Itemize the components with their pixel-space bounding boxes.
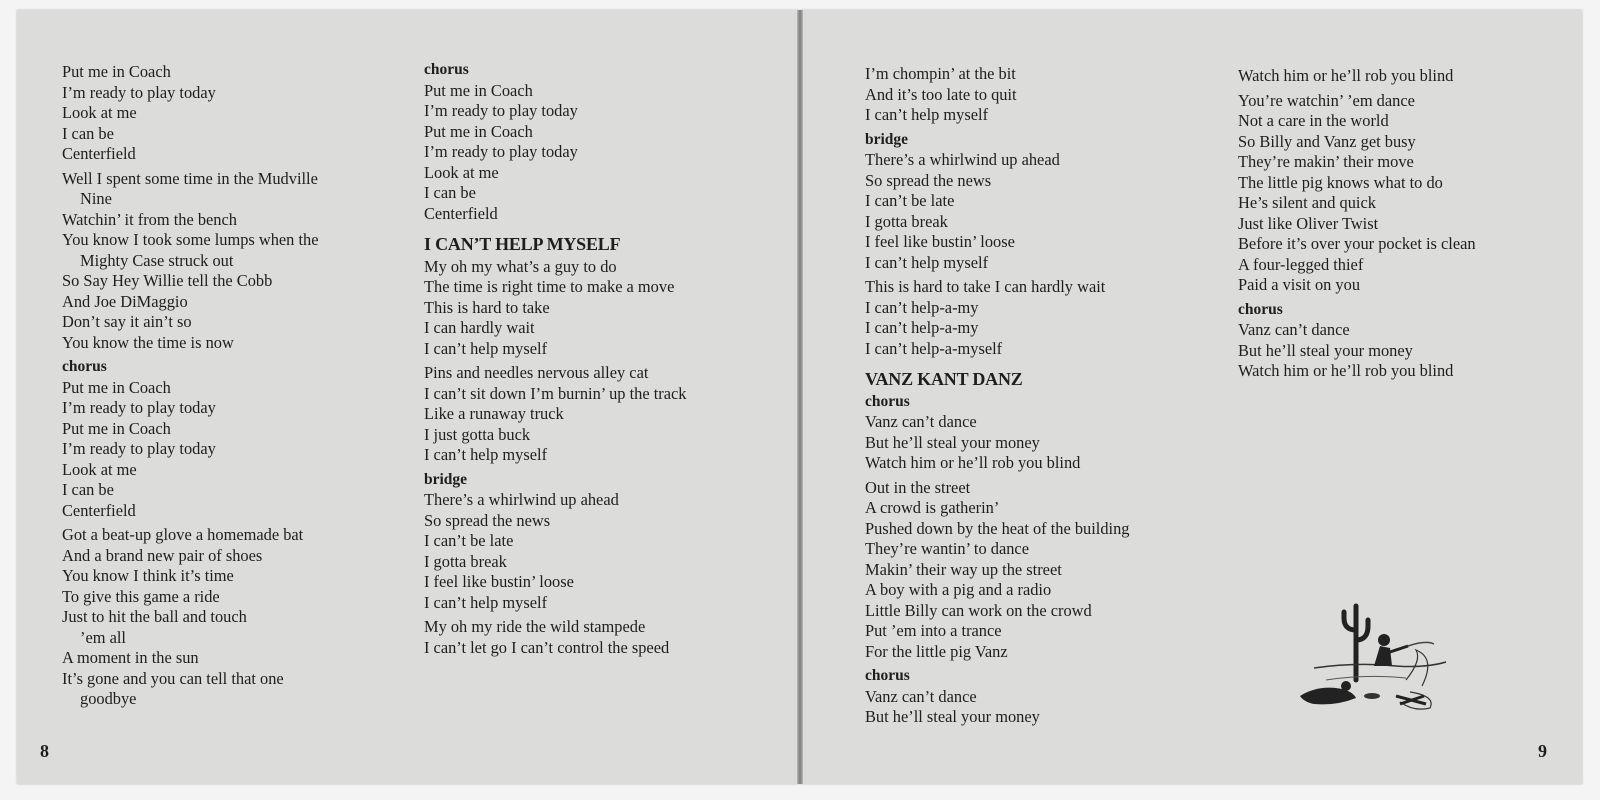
lyrics-column-left-1 [62,62,319,710]
lyric-line: Vanz can’t dance [1238,320,1350,339]
lyric-block [865,478,1130,663]
lyric-line: I can hardly wait [424,318,535,337]
lyric-line: He’s silent and quick [1238,193,1376,212]
chorus-label: chorus [62,358,107,375]
lyric-block [865,150,1130,273]
bridge-label: bridge [865,130,909,148]
lyric-line: Little Billy can work on the crowd [865,600,1092,620]
lyric-line: I just gotta buck [424,424,531,444]
lyric-line: Just like Oliver Twist [1238,213,1379,233]
lyric-line: The little pig knows what to do [1238,172,1443,192]
lyric-line: I can’t help-a-myself [865,338,1003,358]
lyric-line: I’m ready to play today [62,398,216,417]
lyric-line: Makin’ their way up the street [865,559,1062,579]
lyric-block [424,490,686,613]
lyric-line: I feel like bustin’ loose [865,232,1015,251]
lyric-line: I can’t help myself [424,445,548,464]
lyric-line: Vanz can’t dance [865,412,977,431]
lyric-line: But he’ll steal your money [1238,340,1413,360]
lyric-line: The time is right time to make a move [424,277,675,296]
lyric-line: A moment in the sun [62,648,199,667]
lyric-line: So spread the news [424,510,551,530]
lyric-block [1238,320,1476,382]
lyric-line: So Say Hey Willie tell the Cobb [62,271,273,290]
lyric-line: But he’ll steal your money [865,432,1040,452]
lyric-line: Pushed down by the heat of the building [865,518,1130,538]
lyric-line: ’em all [80,627,126,647]
lyric-line: For the little pig Vanz [865,641,1008,661]
lyric-line: Look at me [424,162,499,182]
lyric-line: I can be [424,183,476,202]
lyric-line: My oh my ride the wild stampede [424,617,646,636]
lyrics-column-left-2 [424,60,686,658]
lyric-line: But he’ll steal your money [865,707,1040,726]
lyric-line: I can’t help-a-my [865,297,979,317]
lyric-line: Centerfield [62,500,136,520]
lyric-line: And it’s too late to quit [865,84,1017,104]
lyric-line: I can’t let go I can’t control the speed [424,637,670,657]
lyric-line: Watchin’ it from the bench [62,209,237,229]
lyric-line: Centerfield [424,203,498,223]
lyric-line: I can be [62,123,114,143]
lyric-line: Don’t say it ain’t so [62,312,192,331]
booklet-spine [797,10,803,784]
lyric-line: To give this game a ride [62,586,220,606]
lyric-block [62,169,319,354]
lyric-line: And a brand new pair of shoes [62,545,263,565]
lyric-line: I can’t be late [865,191,955,210]
lyric-line: A crowd is gatherin’ [865,498,1000,517]
lyric-block [62,525,319,710]
lyric-line: I’m chompin’ at the bit [865,64,1016,83]
lyric-line: I’m ready to play today [62,439,216,458]
lyric-line: Watch him or he’ll rob you blind [1238,66,1454,85]
lyric-line: Mighty Case struck out [80,250,234,270]
lyric-block [62,62,319,165]
lyric-line: You know I think it’s time [62,566,234,585]
lyric-line: I’m ready to play today [424,101,578,120]
lyric-line: I gotta break [865,211,948,231]
lyric-line: Look at me [62,103,137,122]
bridge-label: bridge [424,470,468,488]
lyric-line: It’s gone and you can tell that one [62,668,284,688]
lyric-line: Vanz can’t dance [865,686,977,706]
lyric-line: Put me in Coach [62,62,171,81]
lyric-line: There’s a whirlwind up ahead [865,150,1060,169]
lyric-line: I gotta break [424,551,507,571]
lyric-block [1238,91,1476,296]
lyric-block [865,687,1130,728]
lyric-line: Just to hit the ball and touch [62,607,247,626]
lyric-line: You know I took some lumps when the [62,230,319,249]
lyric-line: Got a beat-up glove a homemade bat [62,525,304,544]
lyric-block [424,617,686,658]
lyric-line: Centerfield [62,144,136,163]
lyric-line: goodbye [80,689,137,708]
lyric-block [865,64,1130,126]
lyric-line: Out in the street [865,477,971,497]
lyrics-column-right-1 [865,64,1130,728]
lyric-line: Put me in Coach [424,121,533,141]
chorus-label: chorus [1238,300,1283,318]
lyric-line: Well I spent some time in the Mudville [62,168,318,188]
lyric-line: Paid a visit on you [1238,275,1361,294]
lyrics-column-right-2 [1238,66,1476,382]
lyric-line: Pins and needles nervous alley cat [424,363,649,382]
lyric-line: Watch him or he’ll rob you blind [1238,361,1454,380]
lyric-line: A boy with a pig and a radio [865,580,1052,599]
lyric-line: Put ’em into a trance [865,621,1002,640]
lyric-line: There’s a whirlwind up ahead [424,490,619,509]
lyric-line: Not a care in the world [1238,111,1389,130]
desert-campfire-illustration-icon [1296,600,1466,734]
lyric-line: You’re watchin’ ’em dance [1238,90,1415,110]
lyric-line: Look at me [62,459,137,479]
lyric-line: I can’t help-a-my [865,318,979,337]
lyric-block [62,378,319,522]
lyric-line: This is hard to take I can hardly wait [865,277,1106,296]
lyric-line: This is hard to take [424,297,550,317]
page-number: 9 [1538,741,1547,761]
lyric-line: So spread the news [865,170,992,190]
lyric-line: I can’t help myself [865,252,989,272]
lyric-line: Put me in Coach [62,377,171,397]
lyric-line: I’m ready to play today [62,82,216,102]
lyric-line: Watch him or he’ll rob you blind [865,453,1081,472]
lyric-block [424,81,686,225]
lyric-block [424,363,686,466]
page-number: 8 [40,741,49,761]
song-title: VANZ KANT DANZ [865,369,1023,389]
lyric-line: You know the time is now [62,332,234,352]
lyric-line: They’re makin’ their move [1238,152,1414,171]
lyric-line: I can’t be late [424,531,514,550]
lyric-block [424,257,686,360]
lyric-line: Put me in Coach [424,80,533,100]
lyric-line: Like a runaway truck [424,404,564,423]
lyric-line: I can’t help myself [424,338,548,358]
lyric-line: Put me in Coach [62,418,171,438]
lyric-block [865,277,1130,359]
lyric-line: My oh my what’s a guy to do [424,256,617,276]
lyric-block [1238,66,1476,87]
lyric-line: Nine [80,189,112,208]
lyric-line: So Billy and Vanz get busy [1238,131,1416,151]
chorus-label: chorus [865,392,910,410]
lyric-line: A four-legged thief [1238,254,1364,274]
lyric-line: I can be [62,480,114,499]
lyric-line: I’m ready to play today [424,142,578,161]
lyric-line: I can’t help myself [424,592,548,612]
lyric-line: I feel like bustin’ loose [424,572,574,591]
lyric-line: They’re wantin’ to dance [865,539,1029,558]
lyric-line: And Joe DiMaggio [62,291,188,311]
lyric-line: I can’t help myself [865,105,989,124]
chorus-label: chorus [424,61,469,78]
lyric-line: Before it’s over your pocket is clean [1238,234,1476,253]
lyric-block [865,412,1130,474]
lyric-line: I can’t sit down I’m burnin’ up the track [424,383,687,403]
song-title: I CAN’T HELP MYSELF [424,234,621,254]
chorus-label: chorus [865,667,910,684]
